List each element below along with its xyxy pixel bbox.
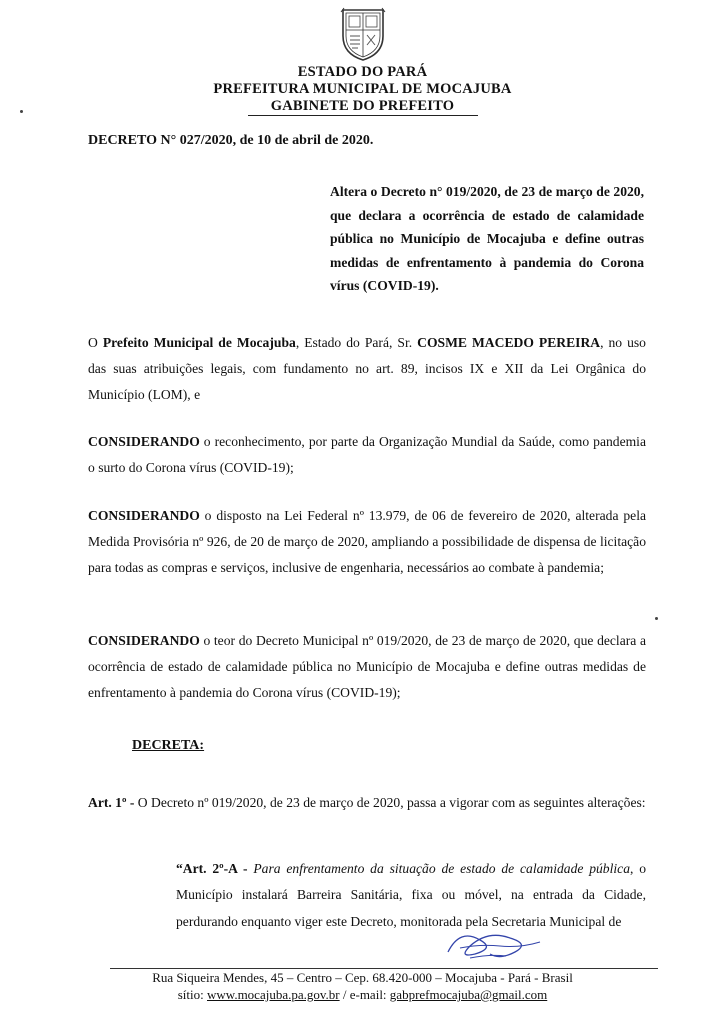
footer-site-label: sítio:: [177, 987, 207, 1002]
consideration-keyword: CONSIDERANDO: [88, 633, 200, 648]
header-state: ESTADO DO PARÁ: [297, 64, 428, 80]
footer-site-link[interactable]: www.mocajuba.pa.gov.br: [207, 987, 340, 1002]
consideration-keyword: CONSIDERANDO: [88, 434, 200, 449]
intro-paragraph: [88, 330, 646, 409]
article-2a-text: , o Município instalará Barreira Sanitária, fixa ou móvel, na entrada da Cidade, perdurando enquanto viger este Decreto, monitorada pela Secretaria Municipal de: [176, 861, 646, 929]
article-1: [88, 790, 646, 816]
header-prefecture: PREFEITURA MUNICIPAL DE MOCAJUBA: [213, 81, 512, 97]
consideration-text: o disposto na Lei Federal nº 13.979, de 06 de fevereiro de 2020, alterada pela Medida Provisória nº 926, de 20 de março de 2020, ampliando a possibilidade de dispensa de licitação para todas as compras e serviços, inclusive de engenharia, necessários ao combate à pandemia;: [88, 508, 646, 576]
footer-divider: [110, 968, 658, 969]
footer-address: Rua Siqueira Mendes, 45 – Centro – Cep. 68.420-000 – Mocajuba - Pará - Brasil: [152, 970, 573, 985]
consideration-text: o teor do Decreto Municipal nº 019/2020, de 23 de março de 2020, que declara a ocorrência de estado de calamidade pública no Município de Mocajuba e define outras medidas de enfrentamento à pandemia do Corona vírus (COVID-19);: [88, 633, 646, 701]
consideration-text: o reconhecimento, por parte da Organização Mundial da Saúde, como pandemia o surto do Corona vírus (COVID-19);: [88, 434, 646, 476]
mayor-name: COSME MACEDO PEREIRA: [417, 335, 601, 350]
decree-summary: Altera o Decreto n° 019/2020, de 23 de março de 2020, que declara a ocorrência de estado de calamidade pública no Município de Mocajuba e define outras medidas de enfrentamento à pandemia do Corona vírus (COVID-19).: [330, 184, 644, 294]
consideration-keyword: CONSIDERANDO: [88, 508, 200, 523]
scan-speck: [20, 110, 23, 113]
article-2a-label: “Art. 2º-A -: [176, 861, 248, 876]
consideration-2: [88, 503, 646, 582]
consideration-1: [88, 429, 646, 481]
intro-prefix: O: [88, 335, 103, 350]
scan-speck: [655, 617, 658, 620]
consideration-3: [88, 628, 646, 707]
decree-title: DECRETO N° 027/2020, de 10 de abril de 2020.: [88, 133, 374, 148]
mayor-office: Prefeito Municipal de Mocajuba: [102, 335, 296, 350]
decreta-heading: DECRETA:: [132, 738, 205, 753]
header-cabinet: GABINETE DO PREFEITO: [270, 98, 455, 114]
footer-email-link[interactable]: gabprefmocajuba@gmail.com: [389, 987, 548, 1002]
header-divider: [248, 115, 478, 116]
intro-mid: , Estado do Pará, Sr.: [295, 335, 418, 350]
footer-contact: [0, 987, 725, 1003]
municipal-crest-icon: [340, 6, 386, 62]
article-2a: [176, 856, 646, 935]
footer-email-label: / e-mail:: [339, 987, 390, 1002]
article-1-label: Art. 1º -: [88, 795, 135, 810]
intro-rest: , no uso das suas atribuições legais, com fundamento no art. 89, incisos IX e XII da Lei Orgânica do Município (LOM), e: [88, 335, 646, 403]
article-2a-italic: Para enfrentamento da situação de estado de calamidade pública: [247, 861, 630, 876]
article-1-text: O Decreto nº 019/2020, de 23 de março de 2020, passa a vigorar com as seguintes alterações:: [134, 795, 646, 810]
